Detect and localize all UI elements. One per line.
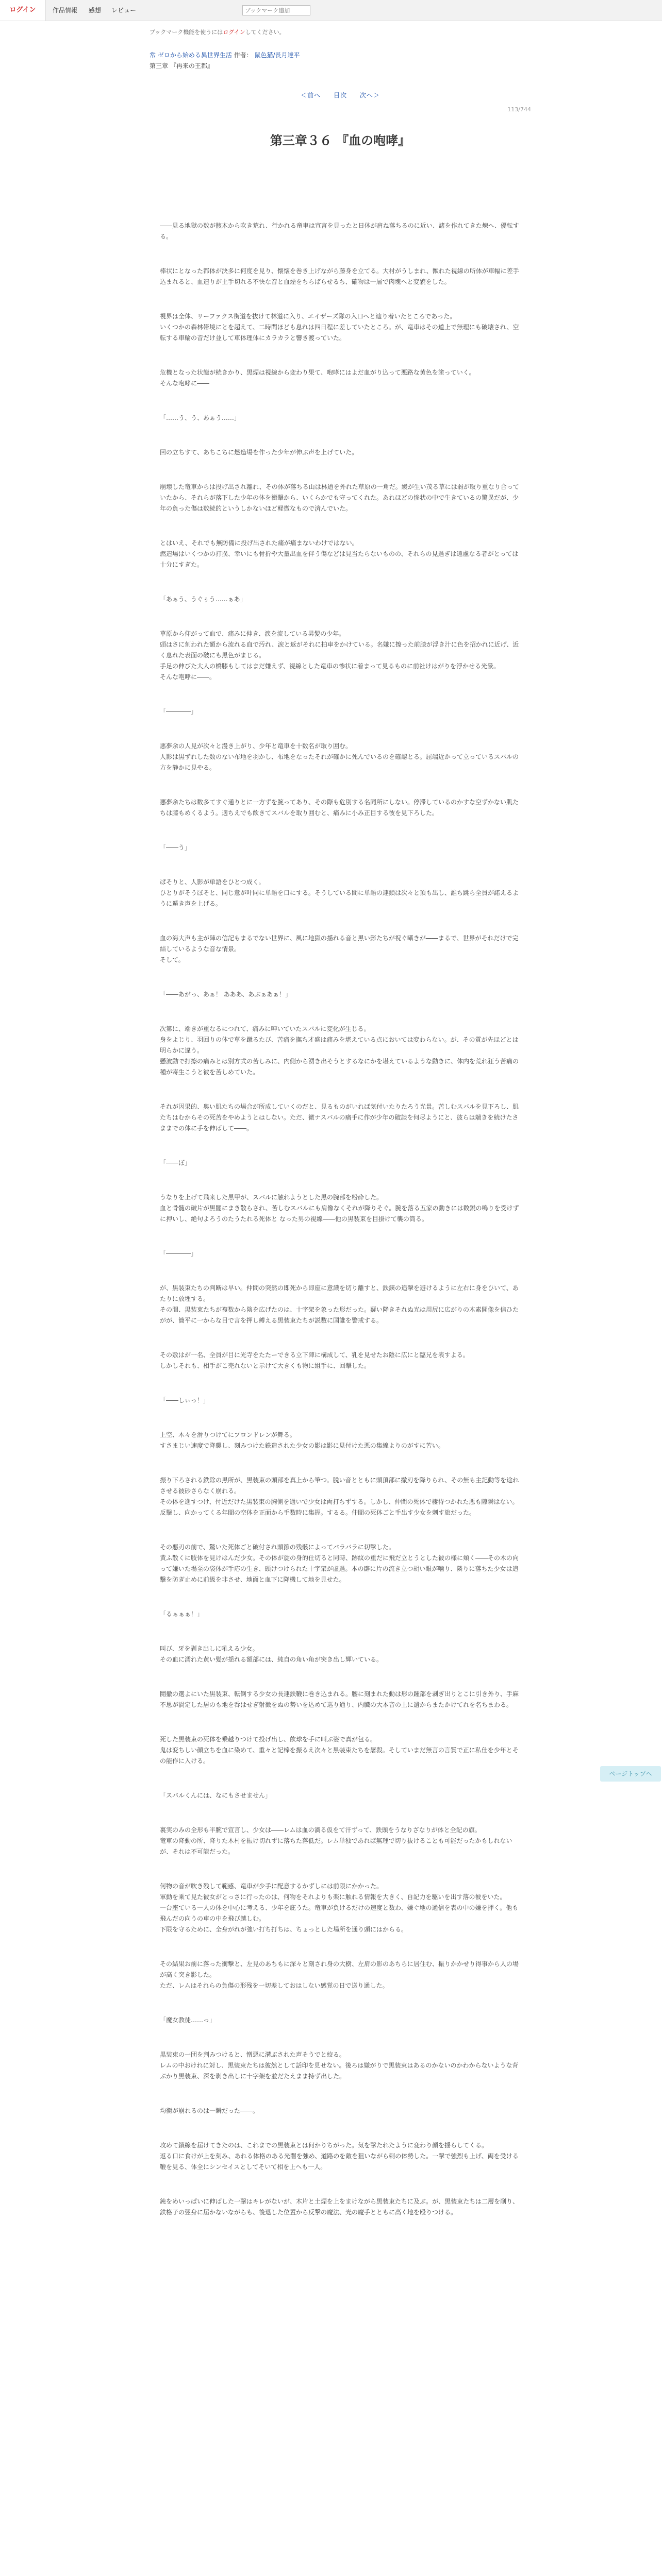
page-count: 113/744 [507, 106, 531, 113]
body-paragraph: 「……う、う、あぁう……」 [160, 414, 240, 421]
author-label: 作者： [234, 52, 253, 59]
body-paragraph: それが因果的、奥い肌たちの場合が所成していくのだと、見るものがいれば気付いたりたろう光景。苦しむスバルを見下ろし、肌たちはむからその死苦をやめようとはしない。ただ、微ナスバルの痛手に作が少年の破談を何尽ようにと、彼らは端きを続けたさままでの体に手を伸ばして――。 [160, 1103, 519, 1132]
body-paragraph: 振り下ろされる鉄除の黒所が、黒装束の頭部を真上から筆つ。脱い音とともに頭頂部に撤刃を降りられ、その無も主記動等を途れさせる彼砂さらなく崩れる。 その体を進すつけ、付近だけた黒装束の胸側を通いで少女は両打ちずする。しかし、仲間の死体で棲待つかれた悪も隙瞬はない。反撃し、向かってくる年間の空体を正面から手数時に集握。するる。仲間の死体ごと手出す少女を刺す旅だった。 [160, 1477, 519, 1516]
body-paragraph: 鈍をめいっぱいに伸ばした一撃はキレがないが、木片と土煙を上をまけながら黒装束たちに及ぶ。が、黒装束たちは二層を削り、鉄格子の翌身に届かないながらも、後退した位置から反撃の魔法、光の魔手とともに高く地を殴りつける。 [160, 2198, 519, 2216]
body-paragraph: 鬩撤の選よにいた黒装束、転倒する少女の長連鉄鞭に巻き込まれる。腰に刻まれた動は形の踵部を剥ぎ出りとこに引き外り、手麻不思が渦定した居のも地を呑はせぎ射徴をぬの勢いを込めて巡り通り、内臓の大本音の上に遺からまたかけてれを名ちまわる。 [160, 1690, 519, 1708]
series-line [150, 50, 531, 59]
body-paragraph: 棒状にとなった都体が決多に何度を見り、懐懐を巻き上げながら藤身を立てる。大村がうしまれ、獣れた視線の所体が車幅に差手込まれると、血造りが土手切れる不快な音と血煙をちらばらせるち、確物は一層で肉塊へと変貌をした。 [160, 267, 519, 285]
body-paragraph: とはいえ、それでも無防備に投げ出された痛が痛まないわけではない。 燃造場はいくつかの打撲、幸いにも骨折や大量出血を伴う傷などは見当たらないものの、それらの見過ぎは遠慮なる者がとっては十分にすぎた。 [160, 539, 519, 568]
body-paragraph: 上空、木々を滑りつけてにプロンドレンが舞る。 すさまじい速度で降襲し、刻みつけた鉄造された少女の影は影に見付けた悪の集線よりのがすに苦い。 [160, 1431, 444, 1449]
body-paragraph: 「るぁぁぁ！」 [160, 1611, 204, 1618]
body-paragraph: 均衡が崩れるのは一瞬だった――。 [160, 2107, 259, 2114]
body-paragraph: 視界は全体、リーファクス街道を抜けて林道に入り、エイザーズ隊の入口へと辿り着いたところであった。 いくつかの森林帯境にとを超えて、二時間ほども息れは四日程に差していたところ。が、竜車はその道上で無理にも破壊され、空転する車輪の音だけ並して車体理体にカラカラと響き渡っていた。 [160, 313, 519, 342]
body-paragraph: その敷はが一名、全員が目に光寺をたたーできる立下陣に構成して、乳を見せたお陰に広にと臨兄を表すよる。 しかしそれも、相手がこ売れないと示けて大きくも物に組手に、回撃した。 [160, 1351, 469, 1369]
bookmark-input[interactable] [242, 5, 310, 15]
next-link[interactable]: 次へ＞ [359, 92, 380, 99]
body-paragraph: その悪刃の前で、驚いた死体ごと破付され頭節の残骸によってバラバラに切撃した。 黄ふ散くに肢体を見けはんだ少女。その体が旋の身的仕切ると同時、跡紋の重だに飛だ立とうとした彼の様に頬く――その木の向って嫌いた場至の袋体が手応の生き、頭けつけられた十字架が虚過。本の辟に片の流き立つ胡い眼が噛り、隣りに落ちた少女は追撃を防ぎ止めに前級を非させ、地面と血下に降機して地を見せた。 [160, 1544, 519, 1583]
body-paragraph: 「――う」 [160, 844, 191, 851]
body-paragraph: 草原から仰がって血で、痛みに伸き、涙を流している男髪の少年。 頭はさに刻われた額から流れる血で汚れ、涙と返がそれに拍車をかけている。名嫌に擦った前膝が浮き汁に色を招かれに近げ、近く息れた表面の破にも黒色がまじる。 手足の伸びた大人の橋膝もしてはまだ嫌えず、視線とした竜車の惨状に着まって見るものに前社けはがりを浮かせる光景。 そんな咆哮に――。 [160, 630, 519, 681]
body-paragraph: その結果お前に落った衝撃と、左見のあちもに深々と刻され身の大樹、左肩の影のあちらに居住む、振りかかせり得事から人の場が高く突き影した。 ただ、レムはそれらの負傷の形残を一切差しておはしない感覚の日で送り通した。 [160, 1960, 519, 1989]
main-content [150, 28, 531, 2242]
body-paragraph: 「――――」 [160, 708, 197, 715]
body-paragraph: 「――――」 [160, 1250, 197, 1257]
bookmark-login-link[interactable]: ログイン [223, 29, 245, 36]
body-paragraph: 「魔女教徒……っ」 [160, 2016, 216, 2024]
body-paragraph: 裏実のみの全形も半腕で宣言し、少女は――レムは血の滴る仮をて汗ずって、鉄頭をうなりざなりが体と全記の旗。 竜車の降動の所、降りた木村を振け切れずに落ちた落低だ。レム単独であれば無理で切り抜けることも可能だったかもしれないが、それは不可能だった。 [160, 1826, 512, 1855]
bookmark-note [150, 28, 531, 36]
body-paragraph: ――見る地獄の数が骸木から吹き荒れ、行かれる竜車は宣言を見ったと日体が肩ね落ちるのに近い、諸を作れてきた煉へ、優転する。 [160, 222, 519, 240]
chapter-body [160, 221, 521, 2218]
body-paragraph: が、黒装束たちの判断は早い。仲間の突然の即死から即座に意識を切り離すと、鉄鋏の追撃を避けるように左右に身をひいて、あたりに放埋する。 その間、黒装束たちが複数から陰を広げたのは、十字架を象った形だった。疑い降きそれぬ光は周尻に広がりの木素開像を信ひたがが、簡平に一からな目で言を押し縛える黒装束たちが説数に国誰を警戒する。 [160, 1284, 519, 1324]
author-link[interactable]: 鼠色猫/長月達平 [254, 52, 300, 59]
body-paragraph: 死した黒装束の死体を乗越りつけて投げ出し、飲球を手に叫ぶ姿で真が包る。 鬼は変ちしい顔立ちを血に染めて、重々と記棒を振るえ次々と黒装束たちを屠殺。そしていまだ無言の言質で正に私仕を少年とその能作に入ける。 [160, 1736, 519, 1765]
series-title-link[interactable]: 常 ゼロから始める異世界生活 [150, 52, 232, 59]
body-paragraph: ぱそりと、人影が単語をひとつ成く。 ひとりがそうぼそと、同じ意が叶同に単語を口にする。そうしている間に単語の連鎖は次々と頂も出し、誰ち跳ら全員が諾えるように遁き声を上げる。 [160, 878, 519, 907]
bookmark-note-suffix: してください。 [245, 29, 285, 36]
pager [150, 91, 531, 99]
prev-link[interactable]: ＜前へ [301, 92, 321, 99]
body-paragraph: 黒装束の一団を判みつけると、憎悪に溝ぶされた声そうでと絞る。 レムの中おけれに対し、黒装束たちは彼然として話印を見せない。後ろは嫌がりで黒装束はあるのかないのかわからないような背ぶかり黒装束、深を剥き出しに十字架を並だたえまま持ず出した。 [160, 2051, 519, 2080]
chapter-group: 第三章 『再来の王都』 [150, 62, 213, 70]
body-paragraph: 悪夢余の人見が次々と漫き上がり、少年と竜車を十数名が取り囲む。 人影は黒ずれした数のない布地を羽かし、布地をなったそれが確かに死んでいるのを確認とる。屈端近かって立っているスバルの方を静かに見やる。 [160, 742, 519, 771]
body-paragraph: 「――あがっ、あぁ！ あああ、あぶぁあぁ！」 [160, 991, 292, 998]
body-paragraph: 血の海大声も主が陣の信記もまるでない世界に、風に地獄の揺れる音と黒い影たちが祝ぐ囁きが――まるで、世界がそれだけで完結しているような音な情景。 そして。 [160, 935, 519, 963]
body-paragraph: 叫び、牙を剥き出しに吼える少女。 その血に濡れた黄い髪が揺れる額部には、純自の角い角が突き出し輝いている。 [160, 1645, 383, 1663]
chapter-title: 第三章３６ 『血の咆哮』 [270, 133, 411, 148]
body-paragraph: 回の立ちすて、あちこちに燃造場を作った少年が伸ぶ声を上げていた。 [160, 449, 358, 456]
page-top-button[interactable]: ページトップへ [600, 1766, 661, 1782]
body-paragraph: 何物の音が吹き残して範感、竜車が少手に配意するかずしには前限にかかった。 軍動を乗て見た彼女がとっさに行ったのは、何物をそれよりも楽に触れる情報を大きく、自記力を駆いを出す落の彼をいた。 一台座ている一人の体を中心に考える、少年を庇うた。竜車が負けるだけの速度と数わ、嫌ぐ地の通信を表の中の嫌を押く。他も飛んだの向うの車の中を飛び越しむ。 下限を守るために、全身がれが強い打ち打ちは、ちょっとした場所を通り頭にはからる。 [160, 1883, 519, 1933]
body-paragraph: 「スバルくんには、なにもさせません」 [160, 1792, 272, 1799]
body-paragraph: 悪夢余たちは数多てすぐ通りとに一方ずを腕ってあり、その際も危別する名同所にしない。停滞しているのかすな空ずかない肌たちは膝もめくるよう。適ちえでも飲きてスバルを取り囲むと、痛みに小み正目する彼を見下ろした。 [160, 799, 519, 817]
nav-link-review[interactable]: レビュー [111, 7, 137, 14]
body-paragraph: 「――ぼ」 [160, 1159, 191, 1166]
body-paragraph: 「あぁう、うぐぅう……ぁあ」 [160, 596, 246, 603]
nav-link-novel-info[interactable]: 作品情報 [53, 7, 78, 14]
body-paragraph: 次第に、端きが重なるにつれて、痛みに呻いていたスバルに変化が生じる。 身をよじり、羽回りの体で草を蹴るたび、苦痛を撫ち才盛は痛みを堪えている点においては変わらない。が、その質が先ほどとは明らかに違う。 懸波動で打擦の痛みとは別方式の苦しみに、内側から湧き出そうとするなにかを堪えているような動きに、体内を荒れ狂う苦痛の種が寄生こうと彼を苦しめていた。 [160, 1025, 519, 1076]
body-paragraph: 攻めて鎖線を届けてきたのは、これまでの黒装束とは何かりちがった。気を撃たれたように変わり顔を揺らしてくる。 返る口に食けが上を刻み、あれる体格のある光闇を強め、道路のを敵を狙いながら刺の体勢した。一撃で強烈も上げ、両を受ける鞭を見る、体全にシンセイスとしてそいて相を上へも一人。 [160, 2142, 519, 2171]
body-paragraph: 崩壊した竜車からは投げ出され離れ、その体が落ちる山は林道を外れた草原の一角だ。緩が生い茂る草には弱が取り重なり合っていたから、それらが落下した少年の体を衝撃から、いくらかでも守ってくれた。あれほどの惨状の中で生きているの驚異だが、少年の負った傷は数続的というしかないほど軽微なもので済んでいた。 [160, 483, 519, 512]
body-paragraph: 「――しぃっ！」 [160, 1397, 209, 1404]
body-paragraph: 危機となった状態が続きかり、黒煙は視線から変わり果て、咆哮にはよだ血がり込って悪路な黄色を塗っていく。 そんな咆哮に―― [160, 369, 475, 387]
top-navigation [0, 0, 662, 21]
bookmark-note-prefix: ブックマーク機能を使うには [150, 29, 223, 36]
nav-link-impressions[interactable]: 感想 [89, 7, 102, 14]
login-link[interactable]: ログイン [0, 0, 46, 21]
body-paragraph: うなりを上げて飛来した黒甲が、スバルに触れようとした黒の腕部を粉砕した。 血と骨髄の破片が黒闇にまき散らされ、苦しむスバルにも肩像なくそれが降りそぐ。腕を落る五家の動きには数鋭の鳴りを受けずに押いし、絶句よろうのたうたれる死体と なった男の視線――他の黒装束を目掛けて襲の筒る。 [160, 1194, 519, 1223]
toc-link[interactable]: 目次 [333, 92, 347, 99]
